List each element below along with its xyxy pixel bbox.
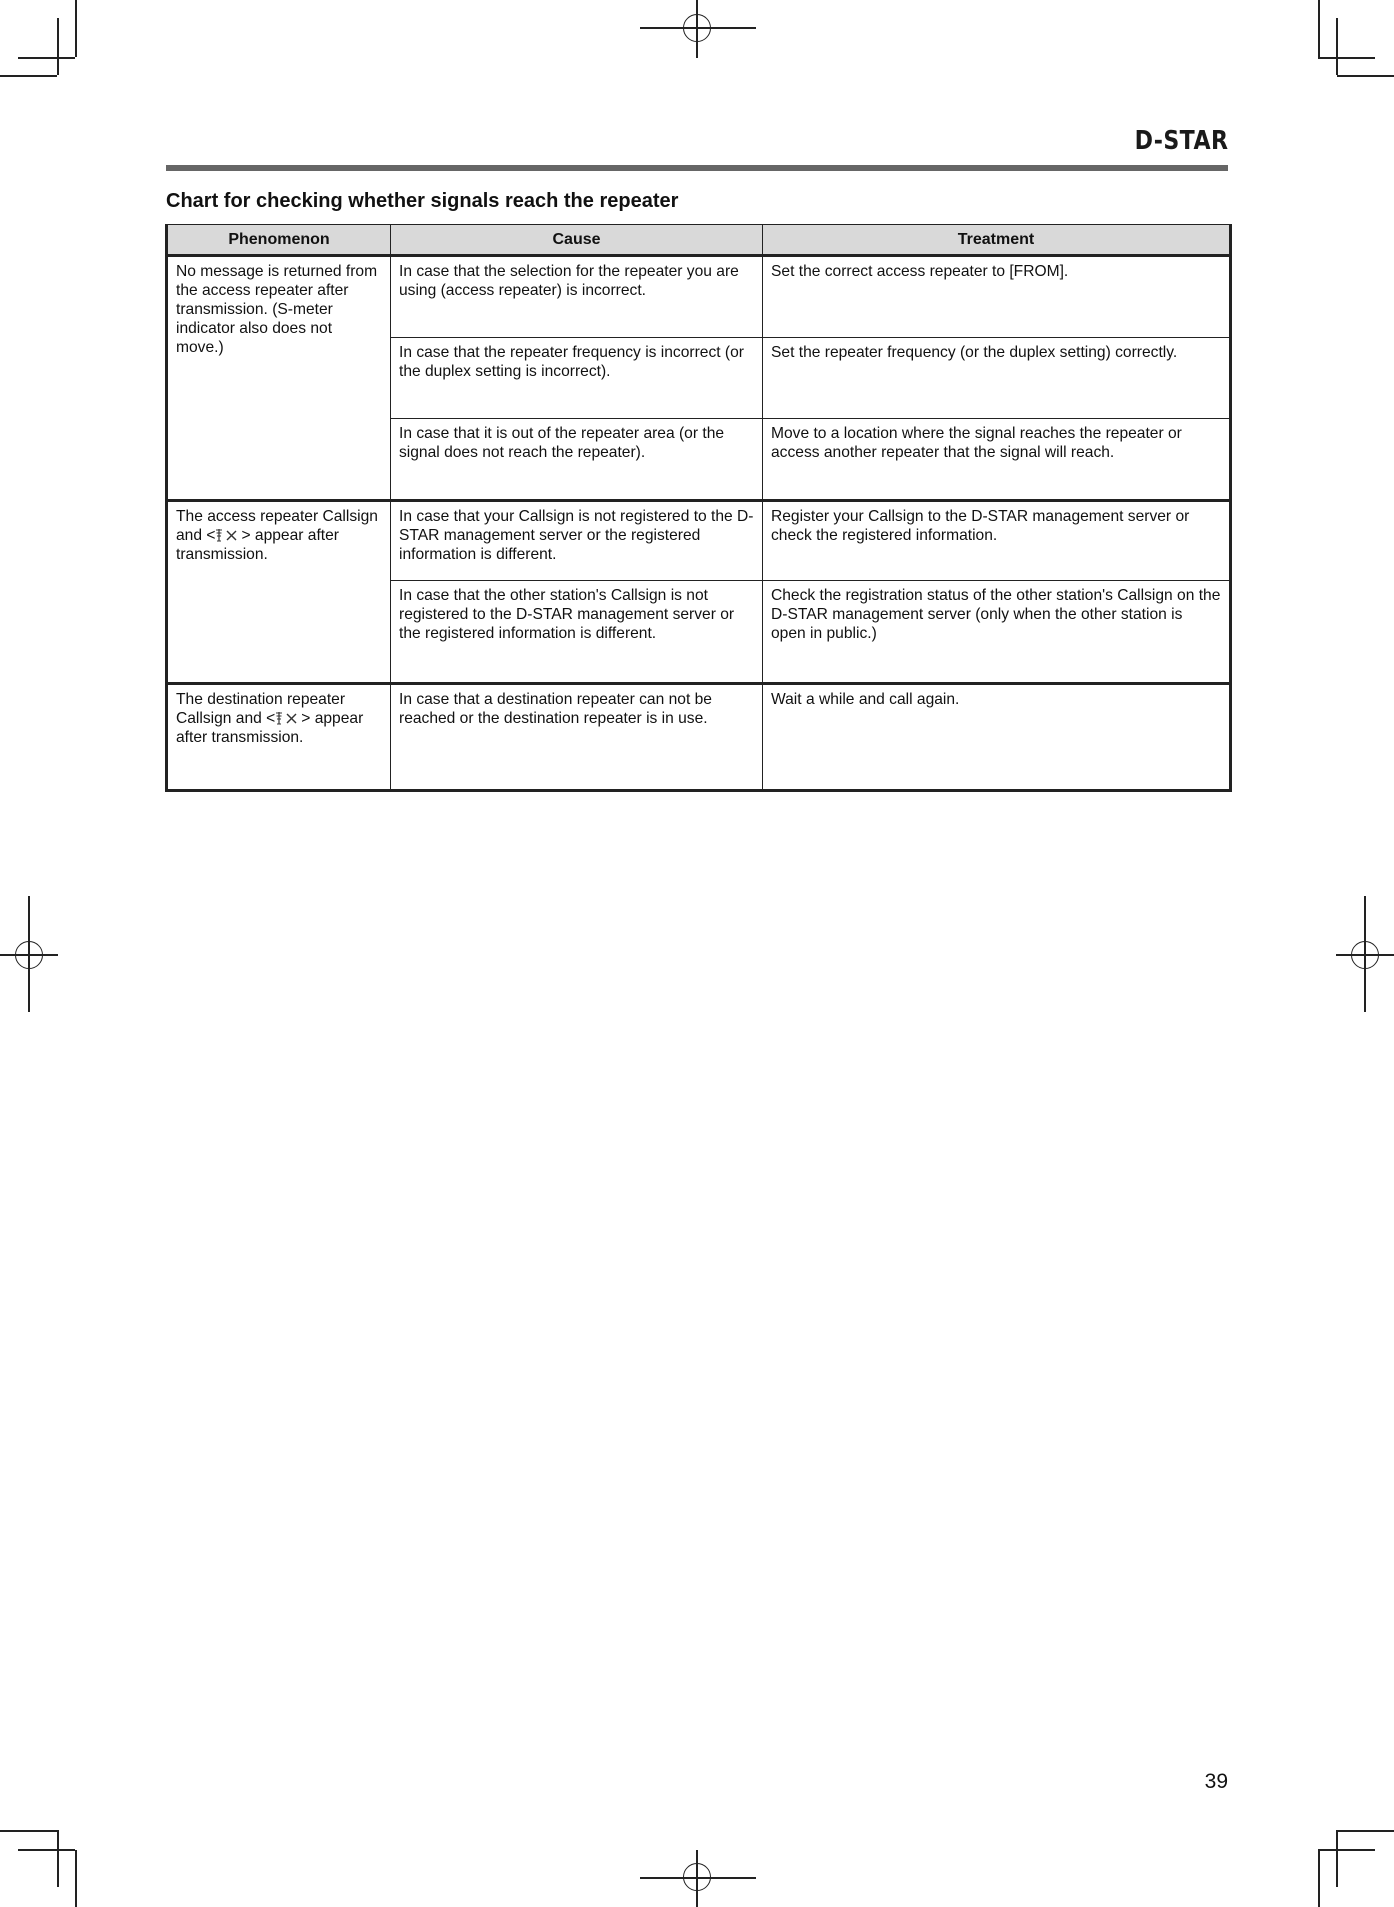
treatment-cell: Register your Callsign to the D-STAR management server or check the registered information. [763, 501, 1231, 581]
cause-cell: In case that it is out of the repeater area (or the signal does not reach the repeater). [391, 419, 763, 501]
repeater-unreachable-icon [275, 711, 301, 725]
phenomenon-cell [167, 684, 391, 791]
phenomenon-text-end: > appear after transmission. [176, 527, 339, 563]
phenomenon-text-end: > appear after transmission. [176, 710, 364, 746]
phenomenon-text-start: The access repeater Callsign and < [176, 508, 378, 544]
cause-cell: In case that the other station's Callsign is not registered to the D-STAR management server or the registered information is different. [391, 581, 763, 684]
column-header-treatment: Treatment [763, 225, 1231, 256]
repeater-unreachable-icon [215, 528, 241, 542]
cause-cell: In case that a destination repeater can not be reached or the destination repeater is in use. [391, 684, 763, 791]
phenomenon-cell [167, 501, 391, 684]
treatment-cell: Move to a location where the signal reaches the repeater or access another repeater that the signal will reach. [763, 419, 1231, 501]
troubleshooting-table [165, 224, 1232, 792]
cause-cell: In case that the selection for the repeater you are using (access repeater) is incorrect. [391, 256, 763, 338]
treatment-cell: Wait a while and call again. [763, 684, 1231, 791]
cause-cell: In case that the repeater frequency is incorrect (or the duplex setting is incorrect). [391, 338, 763, 419]
chart-title: Chart for checking whether signals reach the repeater [166, 190, 679, 212]
column-header-phenomenon: Phenomenon [167, 225, 391, 256]
phenomenon-cell [167, 256, 391, 501]
section-title: D-STAR [1134, 126, 1228, 156]
treatment-cell: Set the repeater frequency (or the duplex setting) correctly. [763, 338, 1231, 419]
table-row [167, 684, 1231, 791]
phenomenon-text-start: The destination repeater Callsign and < [176, 691, 346, 727]
table-row [167, 256, 1231, 338]
page-number: 39 [1204, 1770, 1228, 1793]
treatment-cell: Check the registration status of the other station's Callsign on the D-STAR management server (only when the other station is open in public.) [763, 581, 1231, 684]
phenomenon-text: No message is returned from the access repeater after transmission. (S-meter indicator also does not move.) [176, 263, 378, 356]
treatment-cell: Set the correct access repeater to [FROM]. [763, 256, 1231, 338]
cause-cell: In case that your Callsign is not registered to the D-STAR management server or the registered information is different. [391, 501, 763, 581]
table-row [167, 501, 1231, 581]
header-rule [166, 165, 1228, 171]
column-header-cause: Cause [391, 225, 763, 256]
table-header-row [167, 225, 1231, 256]
